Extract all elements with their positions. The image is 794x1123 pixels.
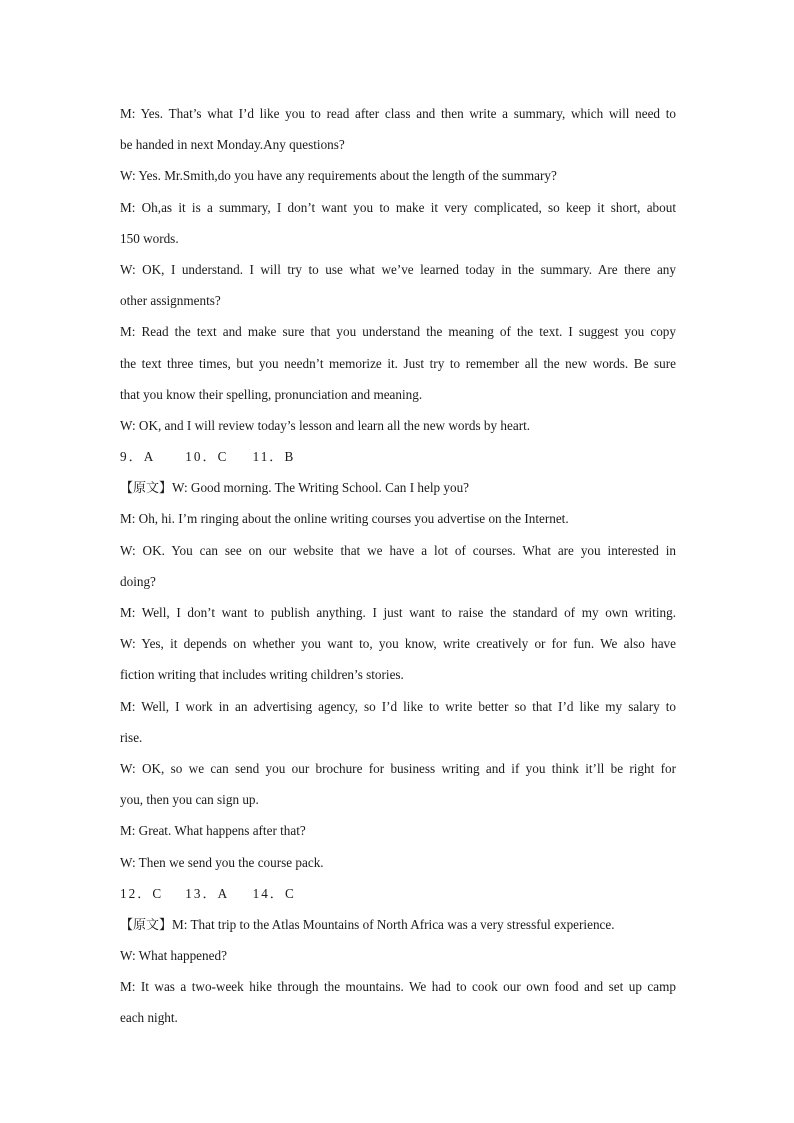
dialogue-line: M: Yes. That’s what I’d like you to read after class and then write a summary, which will need to (120, 106, 676, 121)
dialogue-line: W: OK, so we can send you our brochure for business writing and if you think it’ll be right for (120, 760, 676, 776)
dialogue-line: the text three times, but you needn’t memorize it. Just try to remember all the new words. Be sure (120, 355, 676, 371)
dialogue-line: M: Read the text and make sure that you understand the meaning of the text. I suggest you copy (120, 324, 676, 340)
dialogue-line: M: Well, I work in an advertising agency, so I’d like to write better so that I’d like my salary to (120, 698, 676, 714)
answer-item: 13．A (185, 885, 230, 901)
transcript-heading-line (120, 909, 676, 940)
dialogue-line: other assignments? (120, 293, 221, 309)
dialogue-line: W: Then we send you the course pack. (120, 854, 324, 870)
document-content (120, 98, 676, 1034)
dialogue-block-3 (120, 940, 676, 1034)
transcript-tag: 【原文】 (120, 917, 173, 933)
answer-item: 9．A (120, 449, 156, 465)
answer-item: 11．B (252, 449, 296, 465)
dialogue-line: you, then you can sign up. (120, 792, 259, 808)
answer-item: 10．C (185, 449, 229, 465)
dialogue-line: M: Well, I don’t want to publish anything. I just want to raise the standard of my own writing. (120, 605, 676, 620)
answer-item: 12．C (120, 885, 164, 901)
dialogue-line: rise. (120, 729, 143, 745)
dialogue-line: doing? (120, 573, 156, 589)
dialogue-line: W: Yes, it depends on whether you want to, you know, write creatively or for fun. We also have (120, 636, 676, 652)
dialogue-line: W: What happened? (120, 948, 227, 964)
answer-item: 14．C (252, 885, 296, 901)
dialogue-line: W: OK, and I will review today’s lesson and learn all the new words by heart. (120, 417, 531, 433)
dialogue-line: M: Oh,as it is a summary, I don’t want you to make it very complicated, so keep it short, about (120, 199, 676, 215)
answer-line-1 (120, 441, 676, 472)
dialogue-line: M: It was a two-week hike through the mountains. We had to cook our own food and set up camp (120, 979, 676, 995)
transcript-first-line: W: Good morning. The Writing School. Can I help you? (172, 480, 470, 496)
dialogue-line: that you know their spelling, pronunciation and meaning. (120, 386, 423, 402)
dialogue-line: fiction writing that includes writing children’s stories. (120, 667, 404, 683)
dialogue-line: be handed in next Monday.Any questions? (120, 137, 345, 153)
transcript-heading-line (120, 472, 676, 503)
dialogue-line: M: Oh, hi. I’m ringing about the online writing courses you advertise on the Internet. (120, 511, 569, 527)
dialogue-line: M: Great. What happens after that? (120, 823, 306, 839)
dialogue-block-2 (120, 503, 676, 877)
answer-line-2 (120, 878, 676, 909)
dialogue-line: W: OK, I understand. I will try to use what we’ve learned today in the summary. Are there any (120, 261, 676, 277)
dialogue-line: W: OK. You can see on our website that we have a lot of courses. What are you interested in (120, 542, 676, 558)
transcript-tag: 【原文】 (120, 481, 173, 497)
transcript-first-line: M: That trip to the Atlas Mountains of North Africa was a very stressful experience. (172, 916, 615, 932)
dialogue-line: 150 words. (120, 230, 179, 246)
dialogue-line: each night. (120, 1010, 178, 1026)
dialogue-line: W: Yes. Mr.Smith,do you have any requirements about the length of the summary? (120, 168, 557, 184)
dialogue-block-1 (120, 98, 676, 441)
